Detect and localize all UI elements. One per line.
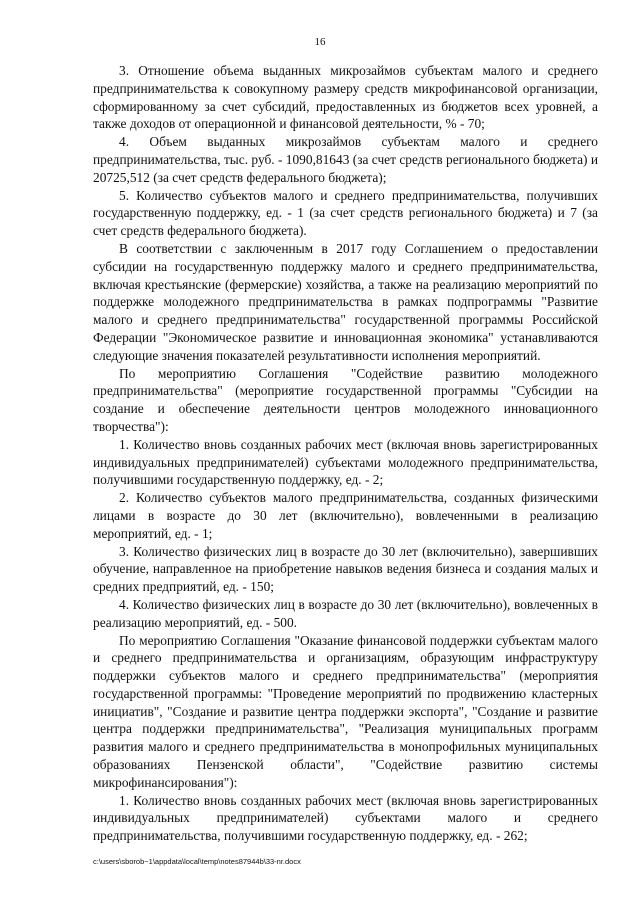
paragraph-agreement-2017: В соответствии с заключенным в 2017 году Соглашением о предоставлении субсидии на государственную поддержку малого и среднего предпринимательства, включая крестьянские (фермерские) хозяйства, а также на реализацию мероприятий по поддержке молодежного предпринимательства в рамках подпрограммы "Развитие малого и среднего предпринимательства" государственной программы Российской Федерации "Экономическое развитие и инновационная экономика" устанавливаются следующие значения показателей результативности исполнения мероприятий. — [93, 240, 598, 363]
paragraph-youth-indicator-3: 3. Количество физических лиц в возрасте до 30 лет (включительно), завершивших обучение, направленное на приобретение навыков ведения бизнеса и создания малых и средних предприятий, ед. - 150; — [93, 543, 598, 595]
document-body — [93, 62, 598, 845]
page-number: 16 — [314, 36, 326, 48]
footer-file-path: c:\users\sborob~1\appdata\local\temp\notes87944b\33-nr.docx — [93, 857, 301, 866]
paragraph-youth-indicator-1: 1. Количество вновь созданных рабочих мест (включая вновь зарегистрированных индивидуальных предпринимателей) субъектами молодежного предпринимательства, получившими государственную поддержку, ед. - 2; — [93, 436, 598, 488]
paragraph-youth-indicator-2: 2. Количество субъектов малого предпринимательства, созданных физическими лицами в возрасте до 30 лет (включительно), вовлеченными в реализацию мероприятий, ед. - 1; — [93, 490, 598, 541]
paragraph-indicator-4: 4. Объем выданных микрозаймов субъектам малого и среднего предпринимательства, тыс. руб. - 1090,81643 (за счет средств регионального бюджета) и 20725,512 (за счет средств федерального бюджета); — [93, 134, 598, 185]
paragraph-youth-entrepreneurship: По мероприятию Соглашения "Содействие развитию молодежного предпринимательства" (мероприятие государственной программы "Субсидии на создание и обеспечение деятельности центров молодежного инновационного творчества"): — [93, 365, 598, 434]
paragraph-support-indicator-1: 1. Количество вновь созданных рабочих мест (включая вновь зарегистрированных индивидуальных предпринимателей) субъектами малого и среднего предпринимательства, получившими государственную поддержку, ед. - 262; — [93, 792, 598, 844]
paragraph-financial-support: По мероприятию Соглашения "Оказание финансовой поддержки субъектам малого и среднего предпринимательства и организациям, образующим инфраструктуру поддержки субъектов малого и среднего предпринимательства" (мероприятия государственной программы: "Проведение мероприятий по продвижению кластерных инициатив", "Создание и развитие центра поддержки экспорта", "Создание и развитие центра поддержки предпринимательства", "Реализация муниципальных программ развития малого и среднего предпринимательства в монопрофильных муниципальных образованиях Пензенской области", "Содействие развитию системы микрофинансирования"): — [93, 632, 598, 790]
paragraph-indicator-5: 5. Количество субъектов малого и среднего предпринимательства, получивших государственную поддержку, ед. - 1 (за счет средств регионального бюджета) и 7 (за счет средств федерального бюджета). — [93, 187, 598, 239]
paragraph-youth-indicator-4: 4. Количество физических лиц в возрасте до 30 лет (включительно), вовлеченных в реализацию мероприятий, ед. - 500. — [93, 596, 598, 630]
paragraph-indicator-3: 3. Отношение объема выданных микрозаймов субъектам малого и среднего предпринимательства к совокупному размеру средств микрофинансовой организации, сформированному за счет субсидий, предоставленных из бюджетов всех уровней, а также доходов от операционной и финансовой деятельности, % - 70; — [93, 63, 598, 132]
